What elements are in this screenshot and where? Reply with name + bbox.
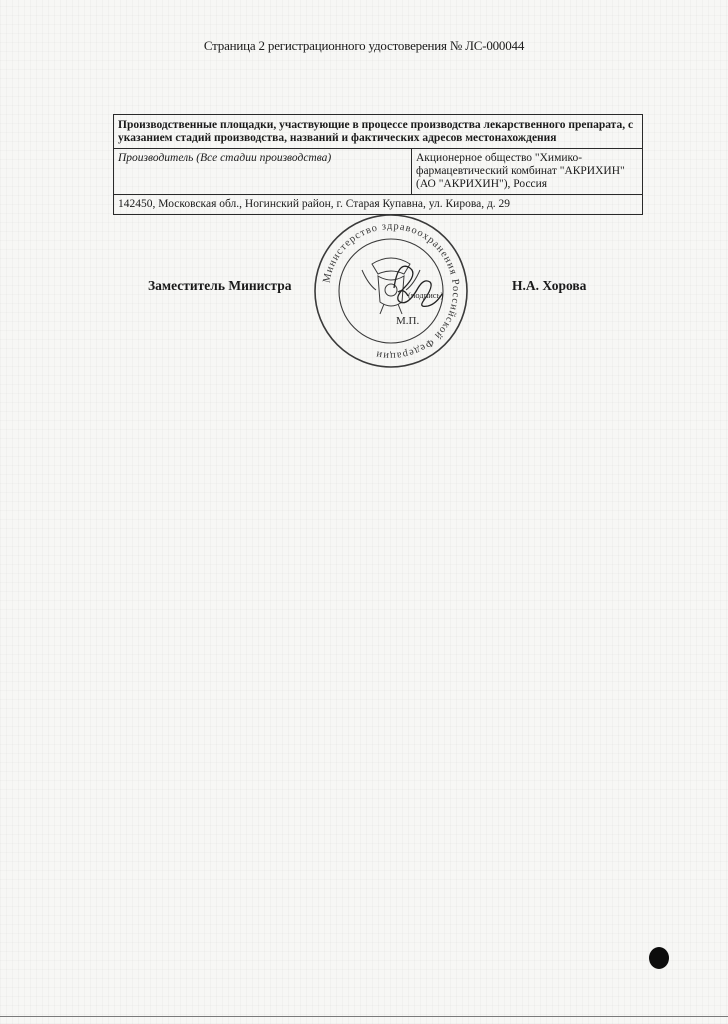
official-seal-stamp: [312, 212, 470, 370]
seal-ring-text: Министерство здравоохранения Российской Федерации: [321, 220, 462, 362]
table-heading: Производственные площадки, участвующие в процессе производства лекарственного препарата, с указанием стадий производства, названий и фактических адресов местонахождения: [114, 115, 643, 149]
scan-mark-dot: [649, 947, 669, 969]
signature-scribble: [394, 266, 442, 306]
signatory-name: Н.А. Хорова: [512, 278, 587, 293]
signatory-title: Заместитель Министра: [148, 278, 292, 293]
table-row: [114, 115, 643, 149]
eagle-emblem-icon: [362, 258, 420, 314]
stamp-mark: М.П.: [396, 315, 420, 327]
page-bottom-edge: [0, 1016, 728, 1017]
seal-outer-ring: [315, 215, 467, 367]
signature-label: (подпись): [408, 290, 444, 300]
production-sites-table: [113, 114, 643, 215]
manufacturer-address: 142450, Московская обл., Ногинский район, г. Старая Купавна, ул. Кирова, д. 29: [114, 195, 643, 215]
manufacturer-company: Акционерное общество "Химико-фармацевтический комбинат "АКРИХИН" (АО "АКРИХИН"), Россия: [412, 149, 643, 195]
table-row: [114, 149, 643, 195]
page-header: Страница 2 регистрационного удостоверения № ЛС-000044: [203, 38, 525, 53]
manufacturer-role: Производитель (Все стадии производства): [114, 149, 412, 195]
